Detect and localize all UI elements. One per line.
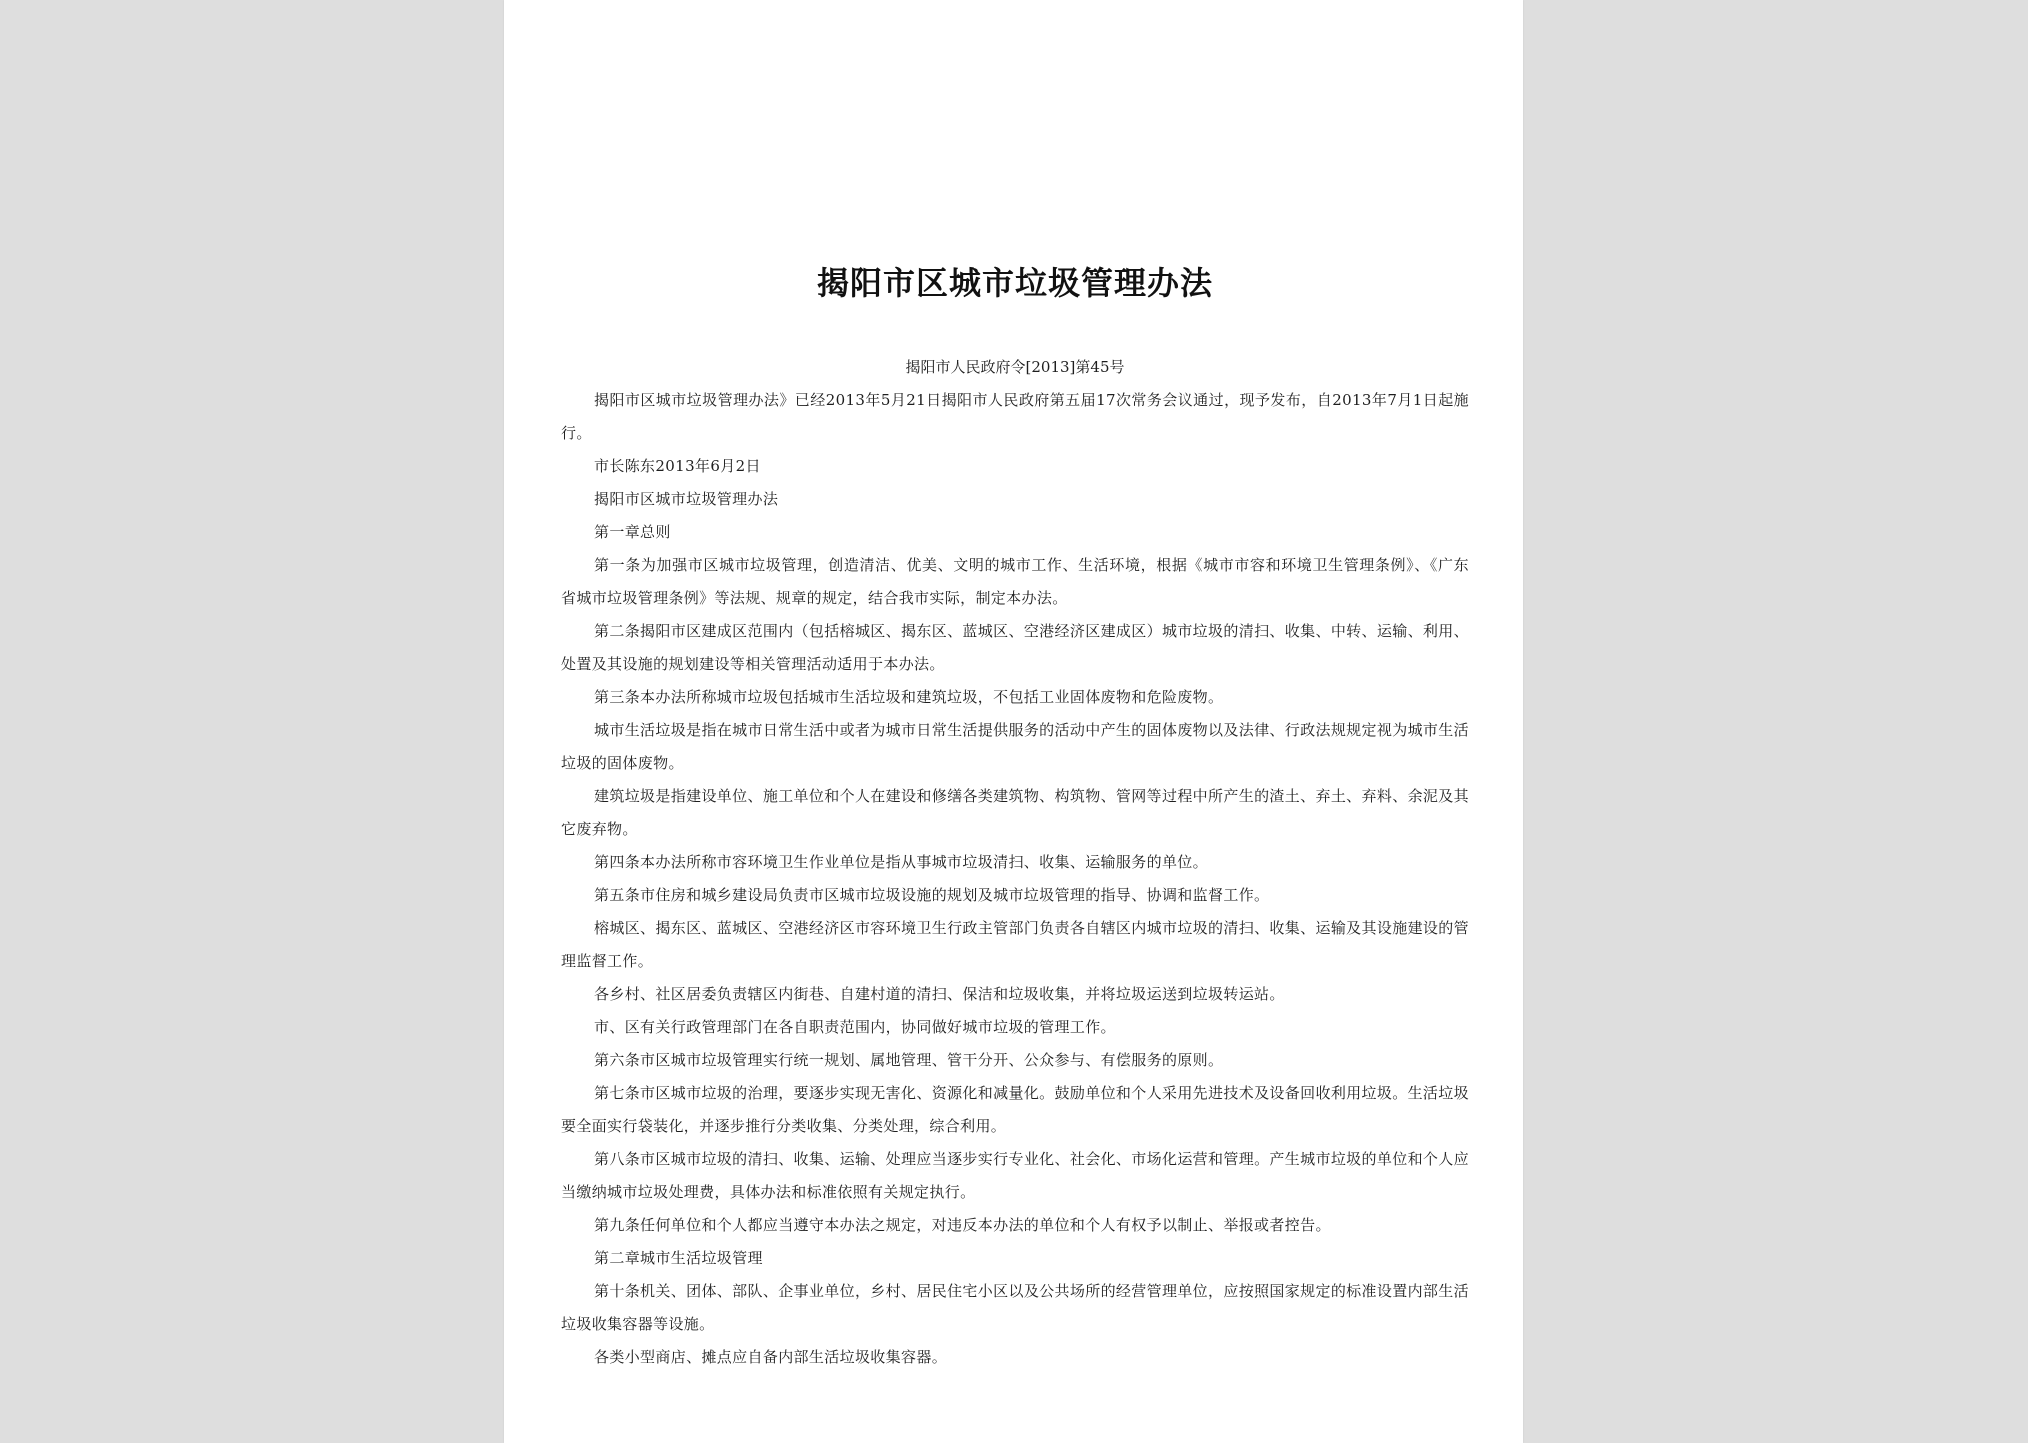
article-paragraph: 第八条市区城市垃圾的清扫、收集、运输、处理应当逐步实行专业化、社会化、市场化运营和管理。产生城市垃圾的单位和个人应当缴纳城市垃圾处理费，具体办法和标准依照有关规定执行。 — [561, 1150, 1469, 1201]
article-paragraph: 第四条本办法所称市容环境卫生作业单位是指从事城市垃圾清扫、收集、运输服务的单位。 — [594, 853, 1209, 871]
signature-line: 市长陈东2013年6月2日 — [594, 457, 761, 475]
article-paragraph: 市、区有关行政管理部门在各自职责范围内，协同做好城市垃圾的管理工作。 — [594, 1018, 1116, 1036]
document-page — [504, 0, 1523, 1443]
article-paragraph: 第三条本办法所称城市垃圾包括城市生活垃圾和建筑垃圾，不包括工业固体废物和危险废物。 — [594, 688, 1224, 706]
article-paragraph: 第十条机关、团体、部队、企事业单位，乡村、居民住宅小区以及公共场所的经营管理单位，应按照国家规定的标准设置内部生活垃圾收集容器等设施。 — [561, 1282, 1469, 1333]
document-body — [561, 384, 1469, 1374]
article-paragraph: 第二条揭阳市区建成区范围内（包括榕城区、揭东区、蓝城区、空港经济区建成区）城市垃圾的清扫、收集、中转、运输、利用、处置及其设施的规划建设等相关管理活动适用于本办法。 — [561, 622, 1469, 673]
regulation-name: 揭阳市区城市垃圾管理办法 — [594, 490, 779, 508]
article-paragraph: 第六条市区城市垃圾管理实行统一规划、属地管理、管干分开、公众参与、有偿服务的原则。 — [594, 1051, 1224, 1069]
chapter-heading: 第二章城市生活垃圾管理 — [594, 1249, 763, 1267]
article-paragraph: 榕城区、揭东区、蓝城区、空港经济区市容环境卫生行政主管部门负责各自辖区内城市垃圾的清扫、收集、运输及其设施建设的管理监督工作。 — [561, 919, 1469, 970]
article-paragraph: 第五条市住房和城乡建设局负责市区城市垃圾设施的规划及城市垃圾管理的指导、协调和监督工作。 — [594, 886, 1270, 904]
article-paragraph: 城市生活垃圾是指在城市日常生活中或者为城市日常生活提供服务的活动中产生的固体废物以及法律、行政法规规定视为城市生活垃圾的固体废物。 — [561, 721, 1469, 772]
article-paragraph: 第一条为加强市区城市垃圾管理，创造清洁、优美、文明的城市工作、生活环境，根据《城市市容和环境卫生管理条例》、《广东省城市垃圾管理条例》等法规、规章的规定，结合我市实际，制定本办法。 — [561, 556, 1469, 607]
chapter-heading: 第一章总则 — [594, 523, 671, 541]
article-paragraph: 各乡村、社区居委负责辖区内街巷、自建村道的清扫、保洁和垃圾收集，并将垃圾运送到垃圾转运站。 — [594, 985, 1285, 1003]
article-paragraph: 建筑垃圾是指建设单位、施工单位和个人在建设和修缮各类建筑物、构筑物、管网等过程中所产生的渣土、弃土、弃料、余泥及其它废弃物。 — [561, 787, 1469, 838]
promulgation-paragraph: 揭阳市区城市垃圾管理办法》已经2013年5月21日揭阳市人民政府第五届17次常务会议通过，现予发布，自2013年7月1日起施行。 — [561, 391, 1469, 442]
document-title: 揭阳市区城市垃圾管理办法 — [816, 264, 1213, 302]
government-order-number: 揭阳市人民政府令[2013]第45号 — [905, 358, 1125, 376]
article-paragraph: 第九条任何单位和个人都应当遵守本办法之规定，对违反本办法的单位和个人有权予以制止、举报或者控告。 — [594, 1216, 1331, 1234]
article-paragraph: 各类小型商店、摊点应自备内部生活垃圾收集容器。 — [594, 1348, 948, 1366]
article-paragraph: 第七条市区城市垃圾的治理，要逐步实现无害化、资源化和减量化。鼓励单位和个人采用先进技术及设备回收利用垃圾。生活垃圾要全面实行袋装化，并逐步推行分类收集、分类处理，综合利用。 — [561, 1084, 1469, 1135]
